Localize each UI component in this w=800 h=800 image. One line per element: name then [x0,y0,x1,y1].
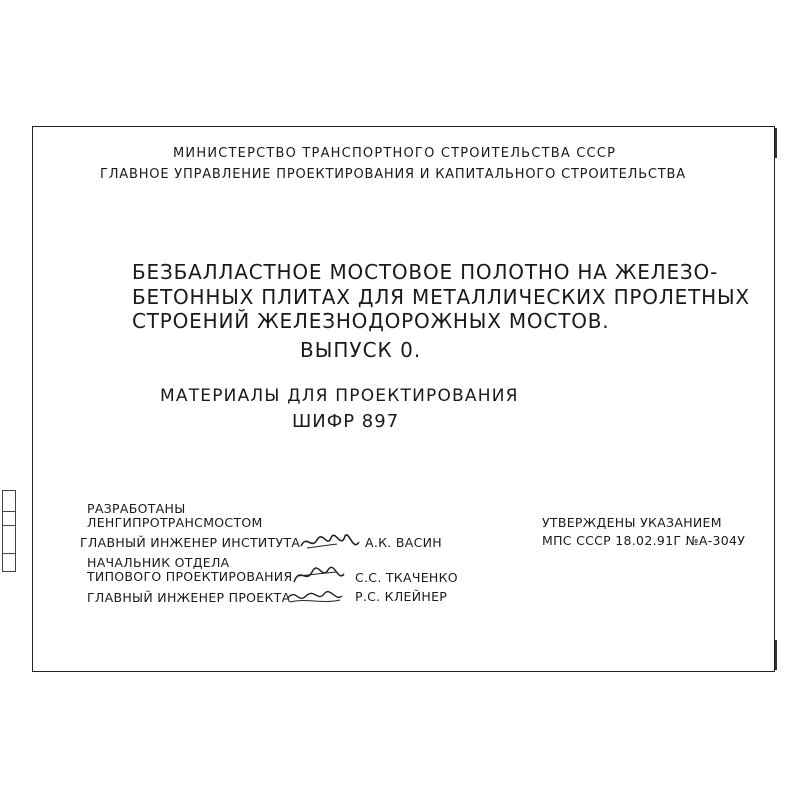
materials-subtitle: МАТЕРИАЛЫ ДЛЯ ПРОЕКТИРОВАНИЯ [160,386,519,406]
project-engineer-name: Р.С. КЛЕЙНЕР [355,589,448,604]
stamp-divider [3,525,15,526]
side-stamp [2,490,16,572]
ministry-header: МИНИСТЕРСТВО ТРАНСПОРТНОГО СТРОИТЕЛЬСТВА СССР [173,146,617,161]
issue-number: ВЫПУСК 0. [300,338,422,362]
edge-mark [775,128,777,158]
edge-mark [775,640,777,670]
title-line-2: БЕТОННЫХ ПЛИТАХ ДЛЯ МЕТАЛЛИЧЕСКИХ ПРОЛЕТНЫХ [132,285,750,309]
signature-department-head [290,562,348,588]
department-head-role-2: ТИПОВОГО ПРОЕКТИРОВАНИЯ [87,569,293,584]
signature-project-engineer [284,586,346,608]
chief-engineer-role: ГЛАВНЫЙ ИНЖЕНЕР ИНСТИТУТА [80,535,301,550]
title-line-1: БЕЗБАЛЛАСТНОЕ МОСТОВОЕ ПОЛОТНО НА ЖЕЛЕЗО- [132,260,719,284]
stamp-divider [3,511,15,512]
approval-line-2: МПС СССР 18.02.91Г №А-304У [542,533,746,548]
directorate-header: ГЛАВНОЕ УПРАВЛЕНИЕ ПРОЕКТИРОВАНИЯ И КАПИТАЛЬНОГО СТРОИТЕЛЬСТВА [100,167,686,182]
stamp-divider [3,553,15,554]
approval-line-1: УТВЕРЖДЕНЫ УКАЗАНИЕМ [542,515,722,530]
title-line-3: СТРОЕНИЙ ЖЕЛЕЗНОДОРОЖНЫХ МОСТОВ. [132,309,610,333]
project-engineer-role: ГЛАВНЫЙ ИНЖЕНЕР ПРОЕКТА [87,590,291,605]
department-head-name: С.С. ТКАЧЕНКО [355,570,458,585]
developer-organization: ЛЕНГИПРОТРАНСМОСТОМ [87,515,263,530]
developed-by-label: РАЗРАБОТАНЫ [87,501,186,516]
department-head-role-1: НАЧАЛЬНИК ОТДЕЛА [87,555,230,570]
signature-chief-engineer [297,528,365,556]
chief-engineer-name: А.К. ВАСИН [365,535,442,550]
cipher-code: ШИФР 897 [292,411,400,432]
